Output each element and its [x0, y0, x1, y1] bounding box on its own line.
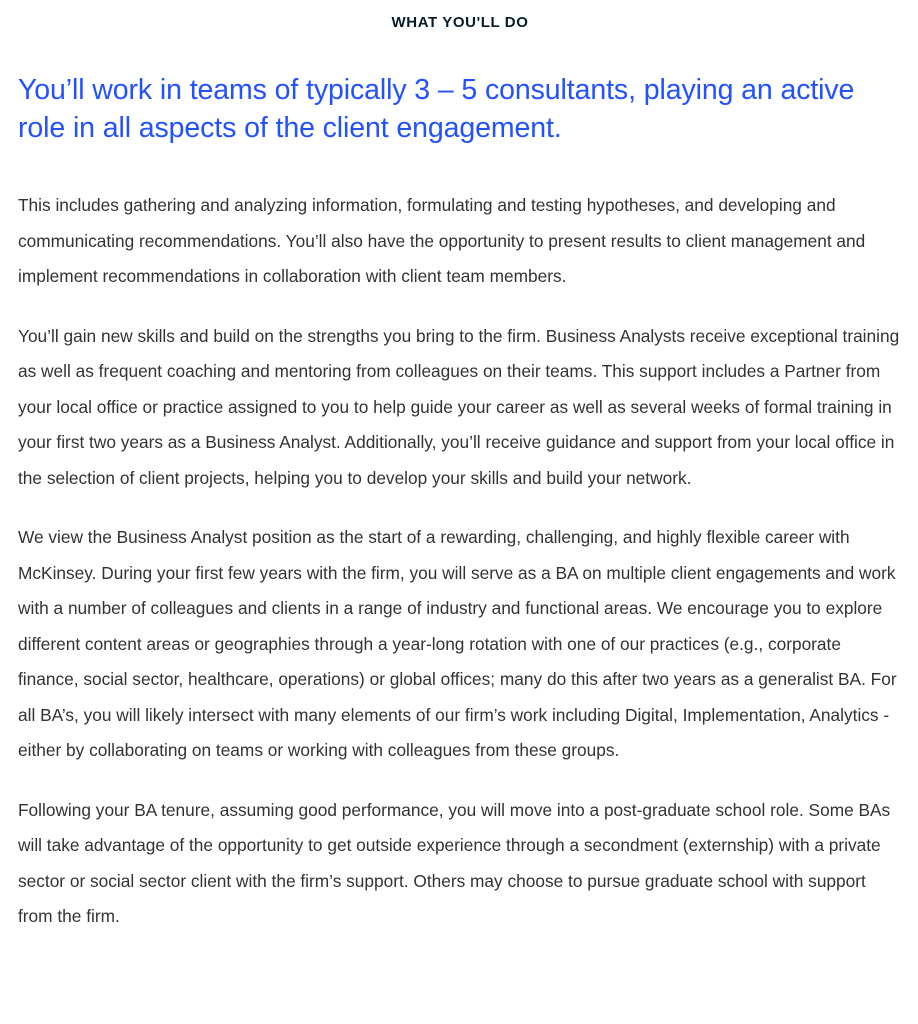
paragraph-responsibilities: This includes gathering and analyzing information, formulating and testing hypotheses, and developing and communicating recommendations. You’ll also have the opportunity to present results to client management and implement recommendations in collaboration with client team members. — [18, 195, 866, 286]
section-label: WHAT YOU'LL DO — [391, 14, 529, 31]
what-youll-do-section — [18, 0, 902, 935]
paragraph-training: You’ll gain new skills and build on the strengths you bring to the firm. Business Analysts receive exceptional training as well as frequent coaching and mentoring from colleagues on their teams. This support includes a Partner from your local office or practice assigned to you to help guide your career as well as several weeks of formal training in your first two years as a Business Analyst. Additionally, you’ll receive guidance and support from your local office in the selection of client projects, helping you to develop your skills and build your network. — [18, 325, 900, 488]
section-headline: You’ll work in teams of typically 3 – 5 consultants, playing an active role in all aspects of the client engagement. — [18, 74, 855, 144]
paragraph-after-tenure: Following your BA tenure, assuming good performance, you will move into a post-graduate school role. Some BAs will take advantage of the opportunity to get outside experience through a secondment (externship) with a private sector or social sector client with the firm’s support. Others may choose to pursue graduate school with support from the firm. — [18, 799, 891, 926]
paragraph-career-path: We view the Business Analyst position as the start of a rewarding, challenging, and highly flexible career with McKinsey. During your first few years with the firm, you will serve as a BA on multiple client engagements and work with a number of colleagues and clients in a range of industry and functional areas. We encourage you to explore different content areas or geographies through a year-long rotation with one of our practices (e.g., corporate finance, social sector, healthcare, operations) or global offices; many do this after two years as a generalist BA. For all BA’s, you will likely intersect with many elements of our firm’s work including Digital, Implementation, Analytics - either by collaborating on teams or working with colleagues from these groups. — [18, 527, 897, 760]
